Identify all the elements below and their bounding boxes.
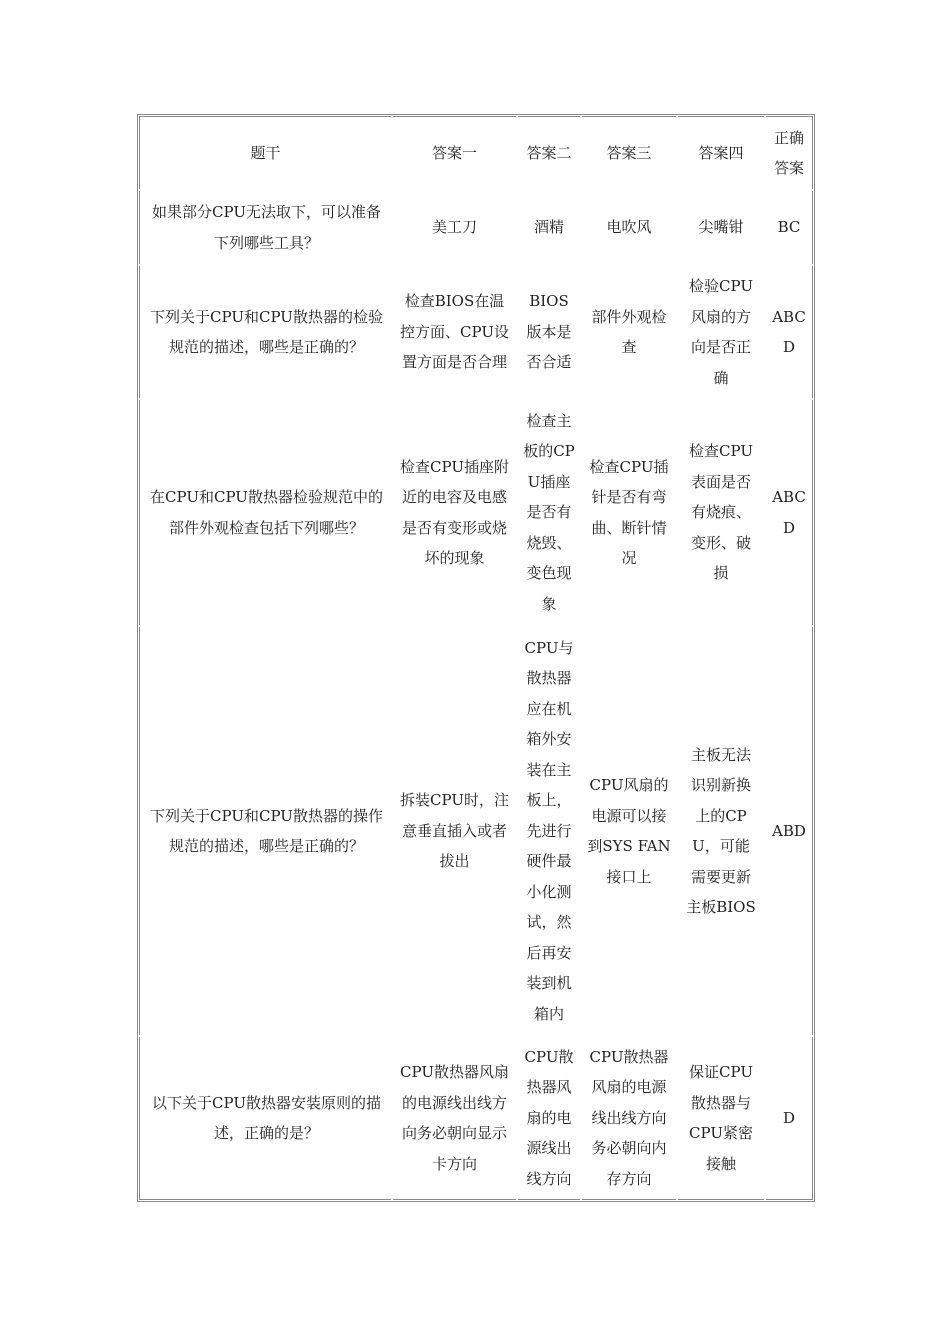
table-row [139, 265, 813, 399]
header-answer1: 答案一 [392, 116, 517, 190]
answer-one: CPU散热器风扇的电源线出线方向务必朝向显示卡方向 [392, 1036, 517, 1200]
header-answer4: 答案四 [677, 116, 765, 190]
table-row [139, 190, 813, 265]
table-row [139, 399, 813, 626]
answer-one: 检查BIOS在温控方面、CPU设置方面是否合理 [392, 265, 517, 399]
correct-answer: BC [765, 190, 813, 265]
correct-answer: ABD [765, 626, 813, 1036]
header-answer2: 答案二 [517, 116, 581, 190]
answer-one: 拆装CPU时，注意垂直插入或者拔出 [392, 626, 517, 1036]
question-answer-table [137, 114, 815, 1202]
correct-answer: D [765, 1036, 813, 1200]
answer-three: CPU风扇的电源可以接到SYS FAN接口上 [581, 626, 677, 1036]
answer-four: 尖嘴钳 [677, 190, 765, 265]
question-stem: 以下关于CPU散热器安装原则的描述，正确的是？ [139, 1036, 392, 1200]
table-row [139, 626, 813, 1036]
answer-three: 电吹风 [581, 190, 677, 265]
answer-three: 部件外观检查 [581, 265, 677, 399]
correct-answer: ABCD [765, 265, 813, 399]
header-correct: 正确答案 [765, 116, 813, 190]
header-row [139, 116, 813, 190]
header-stem: 题干 [139, 116, 392, 190]
answer-four: 保证CPU散热器与CPU紧密接触 [677, 1036, 765, 1200]
header-answer3: 答案三 [581, 116, 677, 190]
answer-four: 检验CPU风扇的方向是否正确 [677, 265, 765, 399]
question-stem: 下列关于CPU和CPU散热器的操作规范的描述，哪些是正确的？ [139, 626, 392, 1036]
answer-three: 检查CPU插针是否有弯曲、断针情况 [581, 399, 677, 626]
answer-one: 美工刀 [392, 190, 517, 265]
table-row [139, 1036, 813, 1200]
answer-three: CPU散热器风扇的电源线出线方向务必朝向内存方向 [581, 1036, 677, 1200]
answer-two: 酒精 [517, 190, 581, 265]
answer-one: 检查CPU插座附近的电容及电感是否有变形或烧坏的现象 [392, 399, 517, 626]
question-stem: 如果部分CPU无法取下，可以准备下列哪些工具？ [139, 190, 392, 265]
question-stem: 在CPU和CPU散热器检验规范中的部件外观检查包括下列哪些？ [139, 399, 392, 626]
question-stem: 下列关于CPU和CPU散热器的检验规范的描述，哪些是正确的？ [139, 265, 392, 399]
answer-two: CPU与散热器应在机箱外安装在主板上，先进行硬件最小化测试，然后再安装到机箱内 [517, 626, 581, 1036]
answer-two: CPU散热器风扇的电源线出线方向 [517, 1036, 581, 1200]
answer-four: 主板无法识别新换上的CPU，可能需要更新主板BIOS [677, 626, 765, 1036]
answer-two: 检查主板的CPU插座是否有烧毁、变色现象 [517, 399, 581, 626]
answer-four: 检查CPU表面是否有烧痕、变形、破损 [677, 399, 765, 626]
correct-answer: ABCD [765, 399, 813, 626]
answer-two: BIOS版本是否合适 [517, 265, 581, 399]
document-page [137, 114, 813, 1202]
